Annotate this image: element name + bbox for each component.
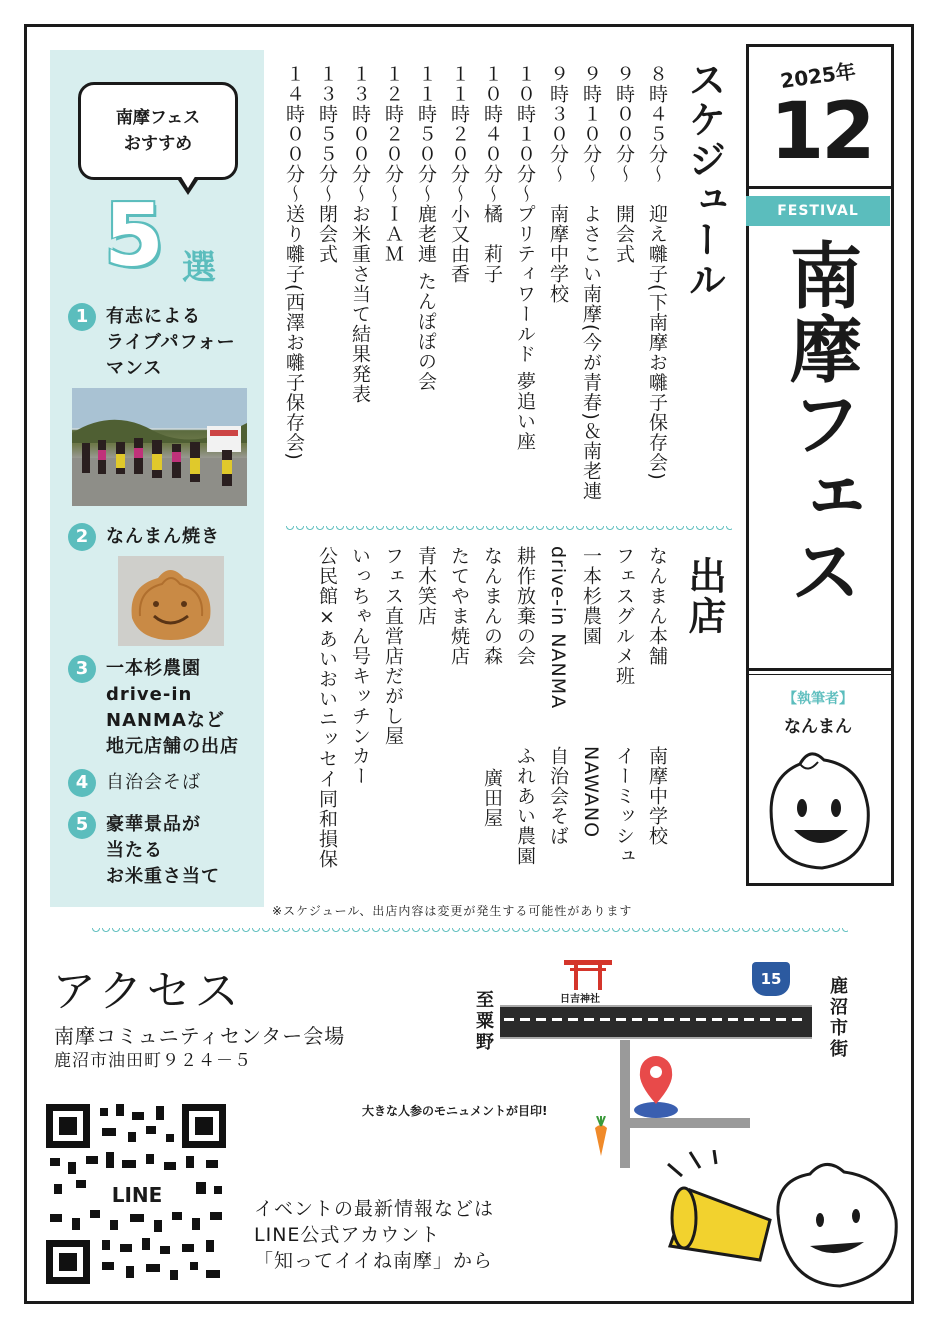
line-logo-label: LINE [104, 1180, 170, 1210]
road-centerline [504, 1018, 808, 1021]
item-text: なんまん焼き [106, 526, 220, 547]
performance-photo-illustration [72, 388, 247, 506]
schedule-item: ９時３０分～ 南摩中学校 [547, 64, 569, 304]
schedule-item: １０時４０分～橘 莉子 [481, 64, 503, 284]
recommend-item-3 [68, 656, 239, 760]
access-title: アクセス [52, 966, 243, 1017]
header-divider-thin [746, 674, 894, 675]
item-number: 5 [68, 811, 96, 839]
shop-item: 南摩中学校 [646, 746, 668, 846]
schedule-title: スケジュール [682, 60, 726, 300]
bubble-line-1: 南摩フェス [115, 108, 201, 128]
header-divider [746, 186, 894, 189]
location-pin-icon [630, 1054, 682, 1120]
header-divider [746, 668, 894, 671]
nanman-mascot-icon [760, 738, 880, 878]
item-text: 豪華景品が 当たる お米重さ当て [106, 814, 220, 887]
recommend-item-4 [68, 770, 201, 797]
shop-item: なんまんの森 [481, 546, 503, 666]
line-info-line-3: 「知ってイイね南摩」から [254, 1250, 494, 1272]
schedule-item: ９時１０分～ よさこい南摩(今が青春)＆南老連 [580, 64, 602, 501]
item-number: 3 [68, 655, 96, 683]
shop-item: たてやま焼店 [448, 546, 470, 666]
recommend-bubble [78, 82, 238, 180]
item-text: 有志による ライブパフォー マンス [106, 306, 236, 379]
shop-item: 自治会そば [547, 746, 569, 846]
shop-item: 一本杉農園 [580, 546, 602, 646]
issue-year: 2025年 [778, 58, 858, 94]
shop-item: イーミッシュ [613, 746, 635, 866]
festival-title: 南摩フェス [778, 238, 862, 608]
shop-item: いっちゃん号キッチンカー [349, 546, 371, 786]
carrot-icon [592, 1116, 610, 1156]
recommend-item-1 [68, 304, 236, 382]
mascot-megaphone-icon [660, 1150, 920, 1300]
section-divider [286, 526, 732, 534]
line-info [254, 1196, 494, 1274]
schedule-item: １４時００分～送り囃子(西澤お囃子保存会) [283, 64, 305, 461]
item-number: 1 [68, 303, 96, 331]
schedule-item: ８時４５分～ 迎え囃子(下南摩お囃子保存会) [646, 64, 668, 481]
schedule-item: １３時００分～お米重さ当て結果発表 [349, 64, 371, 404]
torii-gate-icon [562, 956, 614, 990]
author-name: なんまん [784, 717, 852, 737]
shop-item: なんまん本舗 [646, 546, 668, 666]
map-label-kanuma: 鹿沼市街 [827, 976, 848, 1060]
shops-title: 出店 [682, 556, 726, 636]
shop-item: フェス直営店だがし屋 [382, 546, 404, 746]
item-number: 2 [68, 523, 96, 551]
issue-month: 12 [770, 87, 873, 177]
route-sign: 15 [752, 962, 790, 996]
item-text: 一本杉農園 drive-in NANMAなど 地元店舗の出店 [106, 658, 239, 757]
recommend-item-5 [68, 812, 220, 890]
schedule-item: １３時５５分～閉会式 [316, 64, 338, 264]
schedule-item: １１時５０分～鹿老連 たんぽぽの会 [415, 64, 437, 392]
disclaimer-note: ※スケジュール、出店内容は変更が発生する可能性があります [272, 904, 633, 918]
main-road [500, 1005, 812, 1039]
monument-note: 大きな人参のモニュメントが目印! [362, 1104, 548, 1118]
shop-item: drive-in NANMA [547, 546, 569, 710]
schedule-item: １０時１０分～プリティワールド 夢追い座 [514, 64, 536, 452]
line-info-line-2: LINE公式アカウント [254, 1224, 441, 1246]
schedule-item: １１時２０分～小又由香 [448, 64, 470, 284]
shop-item: 青木笑店 [415, 546, 437, 626]
map-label-awano: 至粟野 [473, 990, 494, 1053]
live-performance-photo [72, 388, 247, 506]
shop-item: ふれあい農園 [514, 746, 536, 866]
shop-item: 廣田屋 [481, 768, 503, 828]
recommend-item-2 [68, 524, 220, 551]
recommend-count-suffix: 選 [182, 248, 216, 288]
bubble-line-2: おすすめ [123, 134, 193, 154]
venue-address: 鹿沼市油田町９２４－５ [54, 1051, 252, 1071]
shop-item: フェスグルメ班 [613, 546, 635, 686]
nanman-yaki-photo [118, 556, 224, 646]
nanman-yaki-illustration [118, 556, 224, 646]
item-number: 4 [68, 769, 96, 797]
item-text: 自治会そば [106, 772, 201, 793]
shop-item: NAWANO [580, 746, 602, 839]
schedule-item: ９時００分～ 開会式 [613, 64, 635, 264]
side-road [620, 1040, 630, 1168]
venue-name: 南摩コミュニティセンター会場 [54, 1024, 346, 1048]
section-divider [92, 928, 848, 936]
schedule-item: １２時２０分～ＩＡＭ [382, 64, 404, 264]
bubble-tail-fill [180, 175, 196, 188]
shrine-label: 日吉神社 [560, 994, 600, 1005]
shop-item: 公民館×あいおいニッセイ同和損保 [316, 546, 338, 869]
shop-item: 耕作放棄の会 [514, 546, 536, 666]
author-label: 【執筆者】 [783, 691, 853, 707]
festival-band: FESTIVAL [746, 196, 890, 226]
line-info-line-1: イベントの最新情報などは [254, 1198, 495, 1220]
recommend-count: 5 [104, 186, 164, 286]
